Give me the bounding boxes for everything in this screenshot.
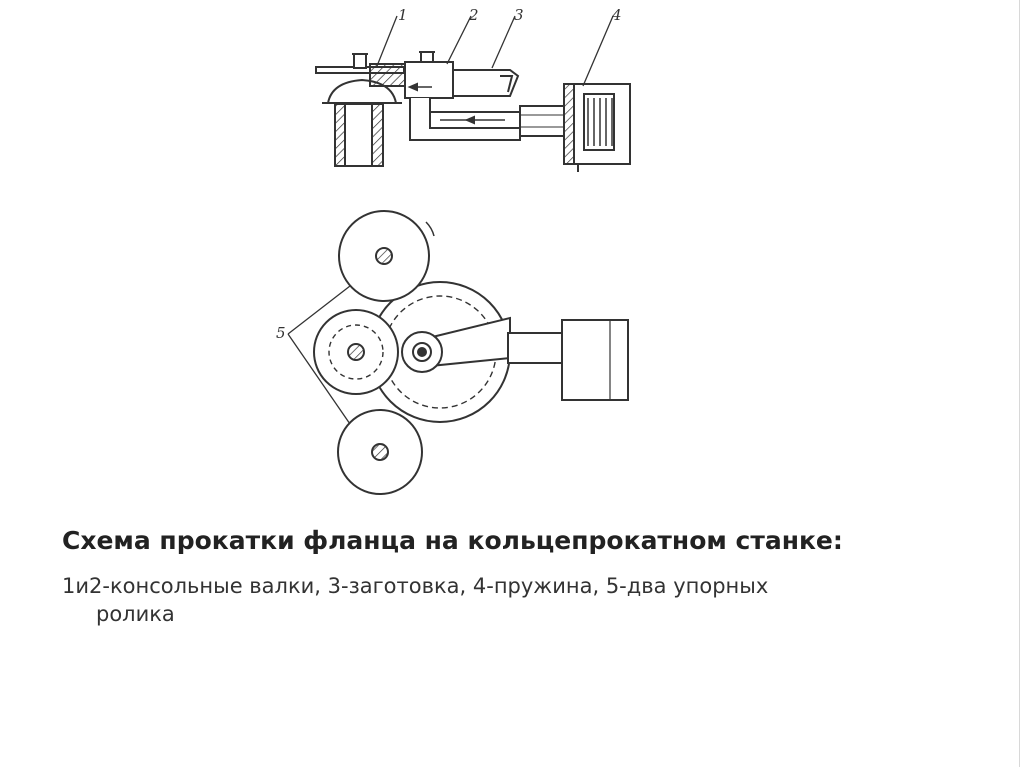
- caption-body: [62, 572, 942, 628]
- caption-line-2: ролика: [96, 602, 175, 626]
- caption-line-1: 1и2-консольные валки, 3-заготовка, 4-пружина, 5-два упорных: [62, 574, 769, 598]
- label-5: 5: [276, 324, 286, 342]
- label-4: 4: [612, 6, 622, 24]
- label-2: 2: [469, 6, 479, 24]
- label-3: 3: [514, 6, 524, 24]
- caption-title: Схема прокатки фланца на кольцепрокатном станке:: [62, 526, 843, 555]
- label-1: 1: [398, 6, 408, 24]
- side-view: [316, 16, 630, 172]
- plan-view: [288, 211, 628, 494]
